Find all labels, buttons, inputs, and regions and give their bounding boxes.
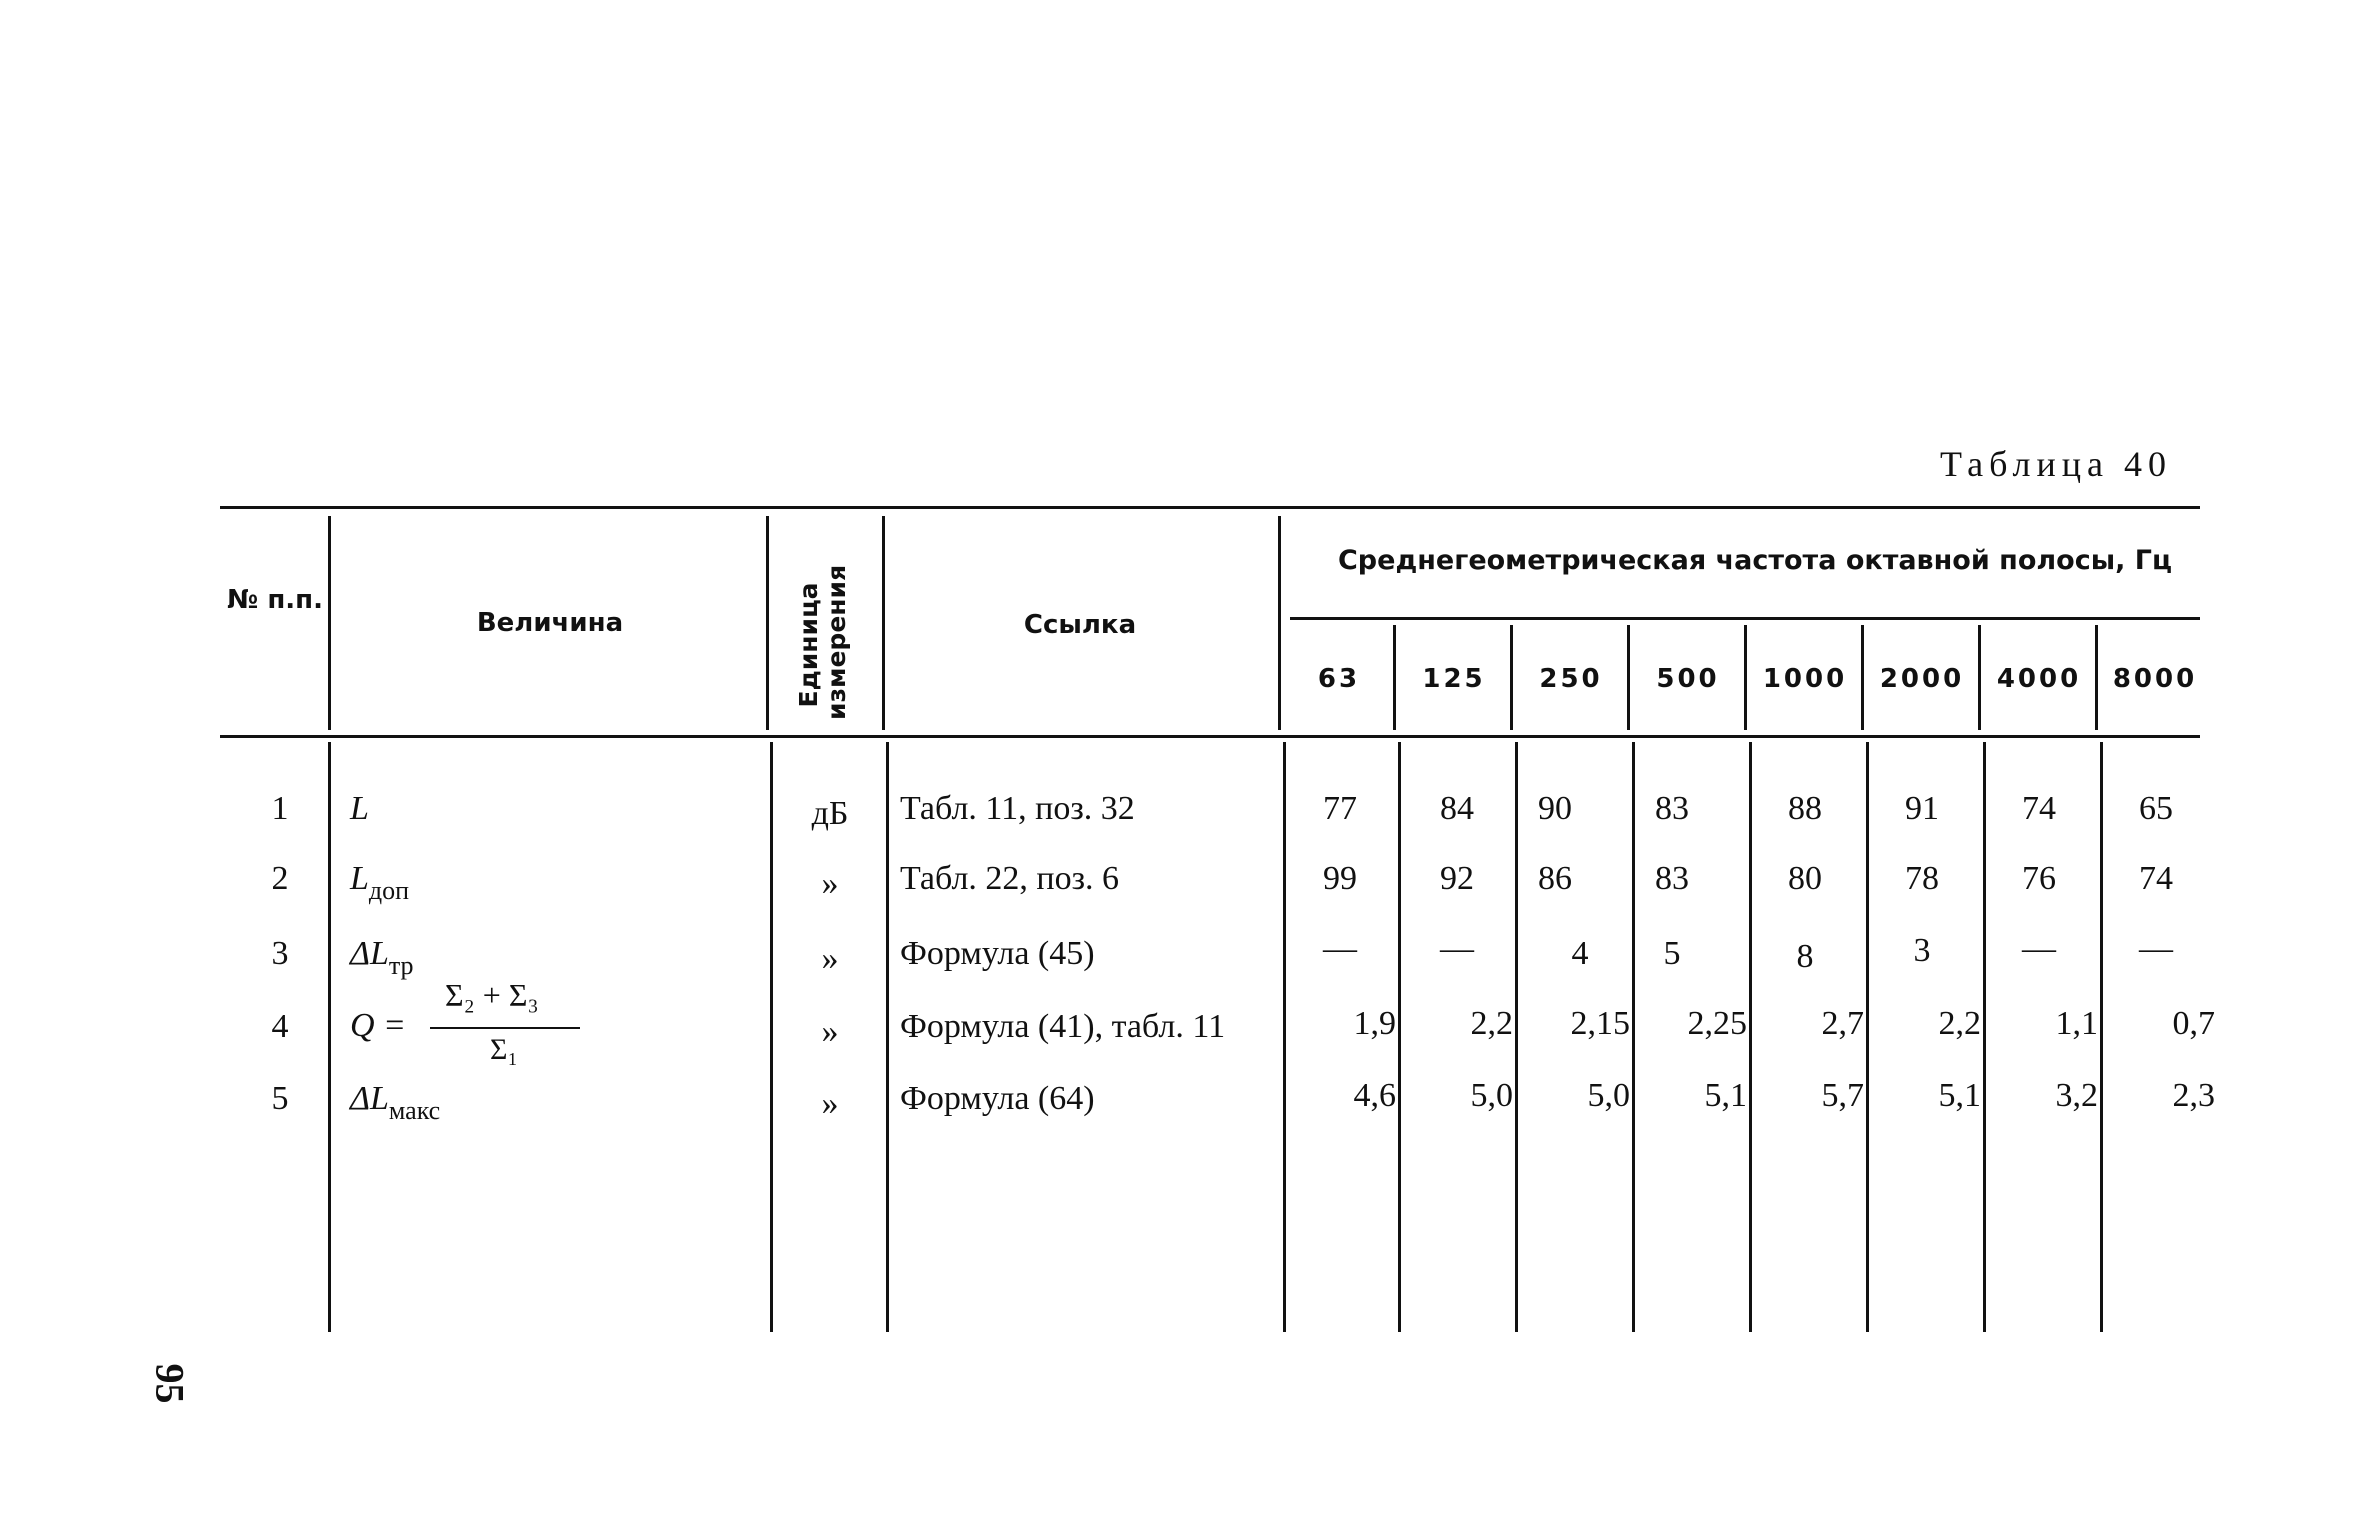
body-divider — [2100, 742, 2103, 1332]
freq-header-500: 500 — [1656, 664, 1720, 694]
table-cell: 3,2 — [2055, 1077, 2098, 1114]
row-number: 4 — [271, 1008, 289, 1045]
freq-header-1000: 1000 — [1762, 664, 1848, 694]
freq-header-63: 63 — [1317, 664, 1361, 694]
row-number: 2 — [271, 860, 289, 897]
quantity-formula — [350, 977, 600, 1085]
table-cell: — — [1323, 930, 1357, 967]
table-cell: 2,15 — [1570, 1005, 1630, 1042]
freq-header-125: 125 — [1422, 664, 1486, 694]
header-bottom-rule — [220, 735, 2200, 738]
freq-header-2000: 2000 — [1879, 664, 1965, 694]
quantity-symbol: $\Delta L_{макс}$ — [350, 1080, 441, 1125]
freq-divider — [1978, 625, 1981, 730]
quantity-symbol: L — [350, 790, 369, 827]
row-number: 3 — [271, 935, 289, 972]
unit-value: » — [821, 940, 839, 977]
table-cell: 1,9 — [1353, 1005, 1396, 1042]
unit-value: » — [821, 865, 839, 902]
body-divider — [1866, 742, 1869, 1332]
row-number: 5 — [271, 1080, 289, 1117]
table-cell: 65 — [2139, 790, 2173, 827]
table-cell: 2,2 — [1938, 1005, 1981, 1042]
table-cell: 83 — [1655, 790, 1689, 827]
table-cell: — — [2139, 930, 2173, 967]
table-cell: 74 — [2139, 860, 2173, 897]
body-divider — [328, 742, 331, 1332]
table-cell: 5 — [1663, 935, 1681, 972]
table-cell: 5,1 — [1704, 1077, 1747, 1114]
body-divider — [886, 742, 889, 1332]
freq-header-4000: 4000 — [1996, 664, 2082, 694]
table-cell: 74 — [2022, 790, 2056, 827]
header-quantity: Величина — [476, 608, 624, 638]
table-cell: 80 — [1788, 860, 1822, 897]
table-cell: 5,1 — [1938, 1077, 1981, 1114]
table-cell: 4 — [1571, 935, 1589, 972]
table-cell: 77 — [1323, 790, 1357, 827]
body-divider — [1749, 742, 1752, 1332]
fraction-bar — [430, 1027, 580, 1029]
table-cell: 88 — [1788, 790, 1822, 827]
row-number: 1 — [271, 790, 289, 827]
body-divider — [1632, 742, 1635, 1332]
table-cell: 86 — [1538, 860, 1572, 897]
freq-divider — [1744, 625, 1747, 730]
table-cell: 92 — [1440, 860, 1474, 897]
table-cell: 91 — [1905, 790, 1939, 827]
freq-header-rule — [1290, 617, 2200, 620]
table-cell: 0,7 — [2172, 1005, 2215, 1042]
header-reference: Ссылка — [1023, 610, 1137, 640]
unit-value: » — [821, 1013, 839, 1050]
table-cell: 2,2 — [1470, 1005, 1513, 1042]
page-number: 95 — [147, 1363, 193, 1404]
table-cell: — — [2022, 930, 2056, 967]
body-divider — [1983, 742, 1986, 1332]
body-divider — [770, 742, 773, 1332]
freq-divider — [1393, 625, 1396, 730]
quantity-symbol: $L_{доп}$ — [350, 860, 410, 905]
table-cell: 1,1 — [2055, 1005, 2098, 1042]
reference-text: Табл. 11, поз. 32 — [900, 790, 1135, 827]
body-divider — [1515, 742, 1518, 1332]
reference-text: Формула (45) — [900, 935, 1095, 972]
formula-lhs: Q = — [350, 1007, 406, 1044]
table-cell: 5,0 — [1470, 1077, 1513, 1114]
table-cell: 90 — [1538, 790, 1572, 827]
table-cell: 4,6 — [1353, 1077, 1396, 1114]
freq-header-8000: 8000 — [2112, 664, 2198, 694]
table-cell: 78 — [1905, 860, 1939, 897]
table-cell: 99 — [1323, 860, 1357, 897]
reference-text: Формула (64) — [900, 1080, 1095, 1117]
table-cell: 2,25 — [1687, 1005, 1747, 1042]
table-cell: 5,0 — [1587, 1077, 1630, 1114]
quantity-symbol: $\Delta L_{тр}$ — [350, 935, 414, 980]
table-cell: 3 — [1913, 932, 1931, 969]
header-frequency-title: Среднегеометрическая частота октавной полосы, Гц — [1337, 545, 2172, 576]
unit-value: дБ — [811, 795, 849, 832]
header-unit: Единица измерения — [794, 564, 851, 720]
table-top-rule — [220, 506, 2200, 509]
table-cell: 5,7 — [1821, 1077, 1864, 1114]
freq-divider — [1510, 625, 1513, 730]
table-cell: 2,3 — [2172, 1077, 2215, 1114]
freq-divider — [1861, 625, 1864, 730]
freq-divider — [2095, 625, 2098, 730]
table-cell: 83 — [1655, 860, 1689, 897]
header-row-number: № п.п. — [226, 585, 323, 615]
freq-header-250: 250 — [1539, 664, 1603, 694]
freq-divider — [1627, 625, 1630, 730]
body-divider — [1398, 742, 1401, 1332]
reference-text: Формула (41), табл. 11 — [900, 1008, 1226, 1045]
table-cell: — — [1440, 930, 1474, 967]
table-caption: Таблица 40 — [1940, 444, 2172, 484]
table-cell: 2,7 — [1821, 1005, 1864, 1042]
table-cell: 8 — [1796, 938, 1814, 975]
formula-numerator: Σ₂ + Σ₃ — [445, 977, 539, 1013]
body-divider — [1283, 742, 1286, 1332]
formula-denominator: Σ₁ — [490, 1033, 518, 1066]
table-cell: 84 — [1440, 790, 1474, 827]
table-cell: 76 — [2022, 860, 2056, 897]
unit-value: » — [821, 1085, 839, 1122]
reference-text: Табл. 22, поз. 6 — [900, 860, 1120, 897]
